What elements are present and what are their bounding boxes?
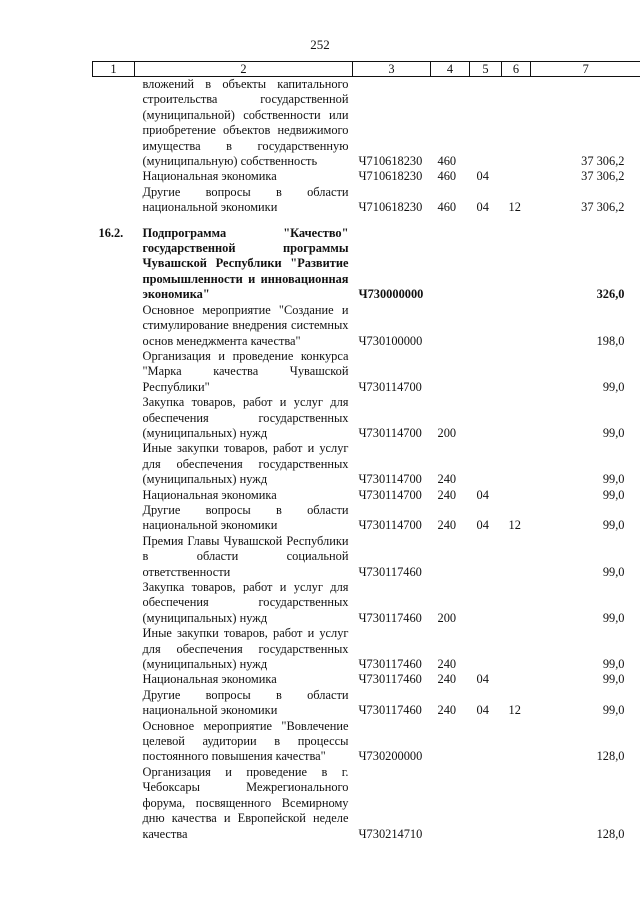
section bbox=[470, 765, 502, 842]
header-col-6: 6 bbox=[502, 62, 531, 77]
amount: 37 306,2 bbox=[581, 169, 625, 184]
row-number bbox=[93, 349, 135, 395]
table-row bbox=[93, 765, 640, 842]
target-code: Ч730200000 bbox=[358, 749, 423, 764]
section bbox=[470, 77, 502, 170]
target-code: Ч730114700 bbox=[358, 379, 422, 394]
item-name: Закупка товаров, работ и услуг для обеспечения государственных (муниципальных) нужд bbox=[142, 395, 349, 440]
spacer-cell bbox=[93, 216, 640, 226]
amount: 128,0 bbox=[596, 826, 625, 841]
expense-type: 240 bbox=[437, 487, 457, 502]
subsection bbox=[502, 226, 531, 303]
subsection bbox=[502, 672, 531, 687]
section: 04 bbox=[476, 200, 489, 215]
target-code: Ч710618230 bbox=[358, 154, 423, 169]
subsection bbox=[502, 765, 531, 842]
subsection bbox=[502, 77, 531, 170]
row-number bbox=[93, 169, 135, 184]
target-code: Ч730114700 bbox=[358, 425, 422, 440]
section bbox=[470, 580, 502, 626]
expense-type: 240 bbox=[437, 472, 457, 487]
header-col-7: 7 bbox=[531, 62, 640, 77]
subsection bbox=[502, 395, 531, 441]
target-code: Ч730214710 bbox=[358, 826, 423, 841]
subsection bbox=[502, 534, 531, 580]
subsection bbox=[502, 169, 531, 184]
table-row bbox=[93, 488, 640, 503]
table-row bbox=[93, 672, 640, 687]
expense-type bbox=[431, 226, 470, 303]
amount: 99,0 bbox=[602, 657, 625, 672]
table-row bbox=[93, 580, 640, 626]
row-number bbox=[93, 765, 135, 842]
table-row bbox=[93, 169, 640, 184]
expense-type: 200 bbox=[437, 425, 457, 440]
subsection bbox=[502, 349, 531, 395]
item-name: Иные закупки товаров, работ и услуг для обеспечения государственных (муниципальных) нужд bbox=[142, 626, 349, 672]
row-number bbox=[93, 672, 135, 687]
row-number bbox=[93, 77, 135, 170]
item-name: Национальная экономика bbox=[142, 169, 277, 184]
table-row bbox=[93, 77, 640, 170]
section: 04 bbox=[476, 672, 489, 687]
expense-type: 240 bbox=[437, 518, 457, 533]
row-number bbox=[93, 303, 135, 349]
section: 04 bbox=[476, 518, 489, 533]
section: 04 bbox=[476, 703, 489, 718]
item-name: Иные закупки товаров, работ и услуг для обеспечения государственных (муниципальных) нужд bbox=[142, 441, 349, 487]
section bbox=[470, 626, 502, 672]
target-code: Ч730100000 bbox=[358, 333, 423, 348]
expense-type bbox=[431, 719, 470, 765]
header-col-3: 3 bbox=[353, 62, 431, 77]
target-code: Ч730114700 bbox=[358, 472, 422, 487]
amount: 99,0 bbox=[602, 703, 625, 718]
item-name: Национальная экономика bbox=[142, 672, 277, 687]
row-number bbox=[93, 185, 135, 216]
target-code: Ч730114700 bbox=[358, 518, 422, 533]
target-code: Ч730117460 bbox=[358, 672, 422, 687]
expense-type bbox=[431, 765, 470, 842]
amount: 99,0 bbox=[602, 379, 625, 394]
section bbox=[470, 349, 502, 395]
header-row bbox=[93, 62, 640, 77]
amount: 128,0 bbox=[596, 749, 625, 764]
row-number bbox=[93, 441, 135, 487]
amount: 198,0 bbox=[596, 333, 625, 348]
amount: 326,0 bbox=[596, 287, 625, 302]
table-row bbox=[93, 503, 640, 534]
row-number bbox=[93, 534, 135, 580]
target-code: Ч730117460 bbox=[358, 657, 422, 672]
page-number: 252 bbox=[310, 37, 330, 52]
table-row bbox=[93, 534, 640, 580]
subsection: 12 bbox=[508, 518, 521, 533]
row-number bbox=[93, 488, 135, 503]
subsection bbox=[502, 626, 531, 672]
amount: 99,0 bbox=[602, 425, 625, 440]
budget-table bbox=[92, 61, 640, 842]
subsection bbox=[502, 488, 531, 503]
amount: 99,0 bbox=[602, 564, 625, 579]
item-name: Национальная экономика bbox=[142, 487, 277, 502]
table-row bbox=[93, 185, 640, 216]
header-col-4: 4 bbox=[431, 62, 470, 77]
row-number bbox=[93, 719, 135, 765]
item-name: Основное мероприятие "Создание и стимулирование внедрения системных основ менеджмента качества" bbox=[142, 302, 349, 348]
row-number bbox=[93, 626, 135, 672]
item-name: Другие вопросы в области национальной экономики bbox=[142, 502, 349, 533]
header-col-2: 2 bbox=[135, 62, 353, 77]
expense-type: 240 bbox=[437, 672, 457, 687]
row-number: 16.2. bbox=[98, 225, 124, 240]
expense-type: 240 bbox=[437, 703, 457, 718]
header-col-1: 1 bbox=[93, 62, 135, 77]
table-row bbox=[93, 719, 640, 765]
item-name: Закупка товаров, работ и услуг для обеспечения государственных (муниципальных) нужд bbox=[142, 580, 349, 625]
table-row bbox=[93, 303, 640, 349]
section bbox=[470, 303, 502, 349]
section: 04 bbox=[476, 169, 489, 184]
subsection bbox=[502, 719, 531, 765]
target-code: Ч710618230 bbox=[358, 169, 423, 184]
spacer-row bbox=[93, 216, 640, 226]
section bbox=[470, 226, 502, 303]
expense-type bbox=[431, 303, 470, 349]
amount: 99,0 bbox=[602, 610, 625, 625]
expense-type bbox=[431, 349, 470, 395]
table-row bbox=[93, 395, 640, 441]
header-col-5: 5 bbox=[470, 62, 502, 77]
expense-type: 460 bbox=[437, 169, 457, 184]
table-row bbox=[93, 349, 640, 395]
subsection: 12 bbox=[508, 703, 521, 718]
subsection bbox=[502, 441, 531, 487]
target-code: Ч730117460 bbox=[358, 610, 422, 625]
item-name: Организация и проведение конкурса "Марка качества Чувашской Республики" bbox=[142, 348, 349, 394]
row-number bbox=[93, 395, 135, 441]
target-code: Ч730114700 bbox=[358, 487, 422, 502]
item-name: Подпрограмма "Качество" государственной программы Чувашской Республики "Развитие промышленности и инновационная экономика" bbox=[142, 225, 349, 302]
subsection bbox=[502, 580, 531, 626]
item-name: вложений в объекты капитального строительства государственной (муниципальной) собственности или приобретение объектов недвижимого имущества в государственную (муниципальную) собственность bbox=[142, 77, 349, 169]
expense-type: 200 bbox=[437, 610, 457, 625]
item-name: Премия Главы Чувашской Республики в области социальной ответственности bbox=[142, 533, 349, 579]
table-row bbox=[93, 226, 640, 303]
target-code: Ч730117460 bbox=[358, 564, 422, 579]
subsection: 12 bbox=[508, 200, 521, 215]
table-row bbox=[93, 441, 640, 487]
amount: 99,0 bbox=[602, 518, 625, 533]
expense-type: 240 bbox=[437, 657, 457, 672]
amount: 37 306,2 bbox=[581, 200, 625, 215]
section bbox=[470, 534, 502, 580]
amount: 37 306,2 bbox=[581, 154, 625, 169]
section bbox=[470, 395, 502, 441]
amount: 99,0 bbox=[602, 472, 625, 487]
row-number bbox=[93, 503, 135, 534]
expense-type bbox=[431, 534, 470, 580]
item-name: Другие вопросы в области национальной экономики bbox=[142, 184, 349, 215]
row-number bbox=[93, 580, 135, 626]
row-number bbox=[93, 688, 135, 719]
table-row bbox=[93, 626, 640, 672]
expense-type: 460 bbox=[437, 154, 457, 169]
amount: 99,0 bbox=[602, 672, 625, 687]
subsection bbox=[502, 303, 531, 349]
target-code: Ч730000000 bbox=[358, 287, 424, 302]
expense-type: 460 bbox=[437, 200, 457, 215]
section: 04 bbox=[476, 487, 489, 502]
table-row bbox=[93, 688, 640, 719]
section bbox=[470, 441, 502, 487]
item-name: Основное мероприятие "Вовлечение целевой аудитории в процессы постоянного повышения качества" bbox=[142, 718, 349, 764]
item-name: Организация и проведение в г. Чебоксары Межрегионального форума, посвященного Всемирному дню качества и Европейской неделе качества bbox=[142, 764, 349, 841]
target-code: Ч730117460 bbox=[358, 703, 422, 718]
item-name: Другие вопросы в области национальной экономики bbox=[142, 687, 349, 718]
target-code: Ч710618230 bbox=[358, 200, 423, 215]
amount: 99,0 bbox=[602, 487, 625, 502]
section bbox=[470, 719, 502, 765]
